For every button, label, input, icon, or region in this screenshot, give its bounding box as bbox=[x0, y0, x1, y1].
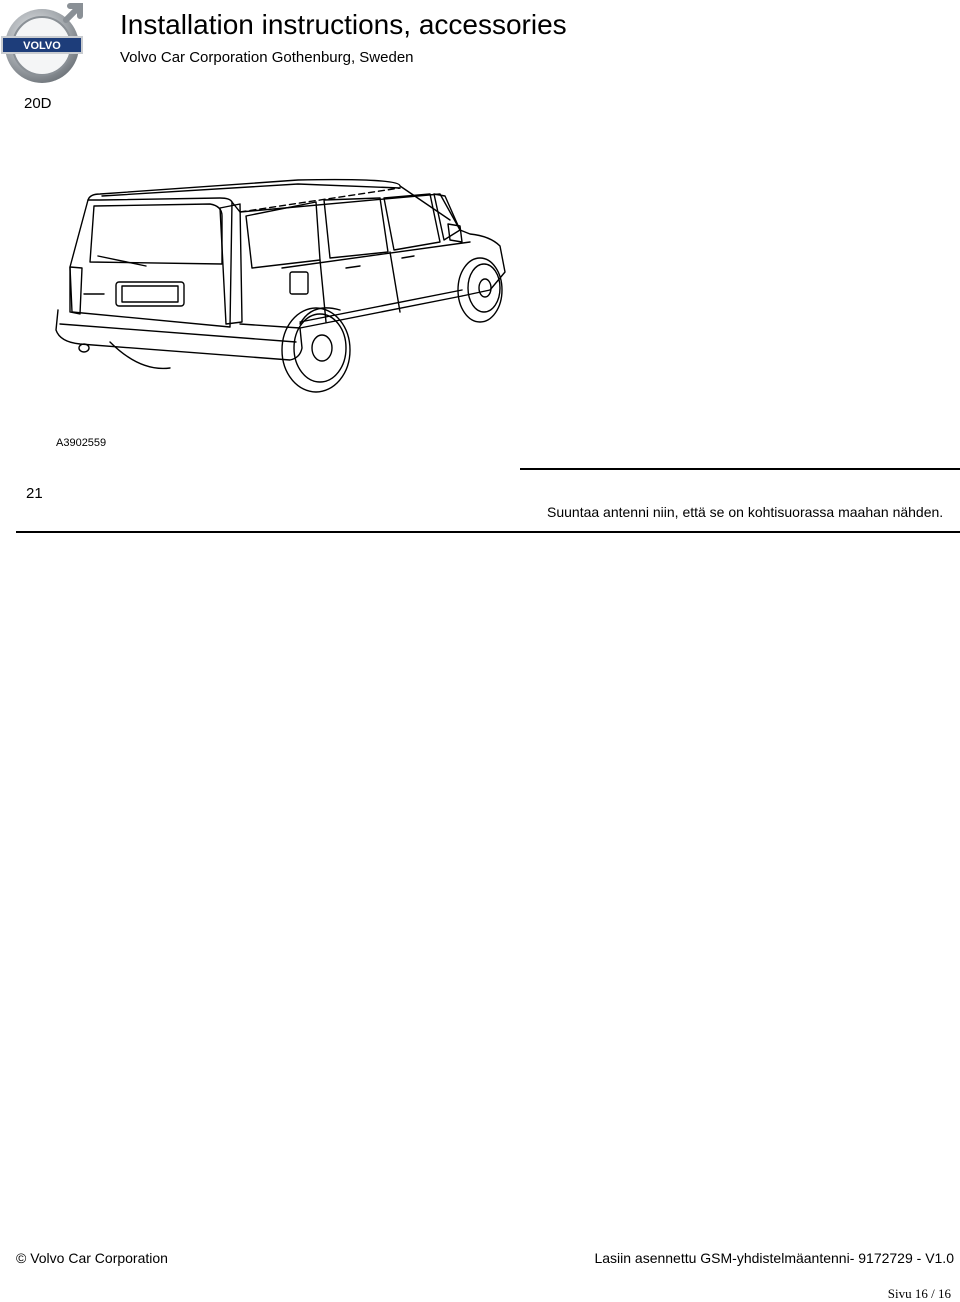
step-number: 21 bbox=[26, 485, 43, 502]
footer-copyright: © Volvo Car Corporation bbox=[16, 1250, 168, 1266]
volvo-logo-icon bbox=[0, 0, 90, 90]
company-address: Volvo Car Corporation Gothenburg, Sweden bbox=[120, 49, 414, 66]
step-bottom-rule bbox=[16, 531, 960, 533]
step-top-rule bbox=[520, 468, 960, 470]
illustration-code: A3902559 bbox=[56, 437, 107, 449]
page-title: Installation instructions, accessories bbox=[120, 9, 567, 40]
step-code: 20D bbox=[24, 95, 52, 112]
logo-wordmark: VOLVO bbox=[23, 40, 61, 52]
page-number: Sivu 16 / 16 bbox=[887, 1286, 951, 1301]
footer-document-title: Lasiin asennettu GSM-yhdistelmäantenni- 9172729 - V1.0 bbox=[594, 1250, 954, 1266]
step-description: Suuntaa antenni niin, että se on kohtisuorassa maahan nähden. bbox=[547, 504, 944, 520]
car-illustration bbox=[50, 172, 520, 407]
